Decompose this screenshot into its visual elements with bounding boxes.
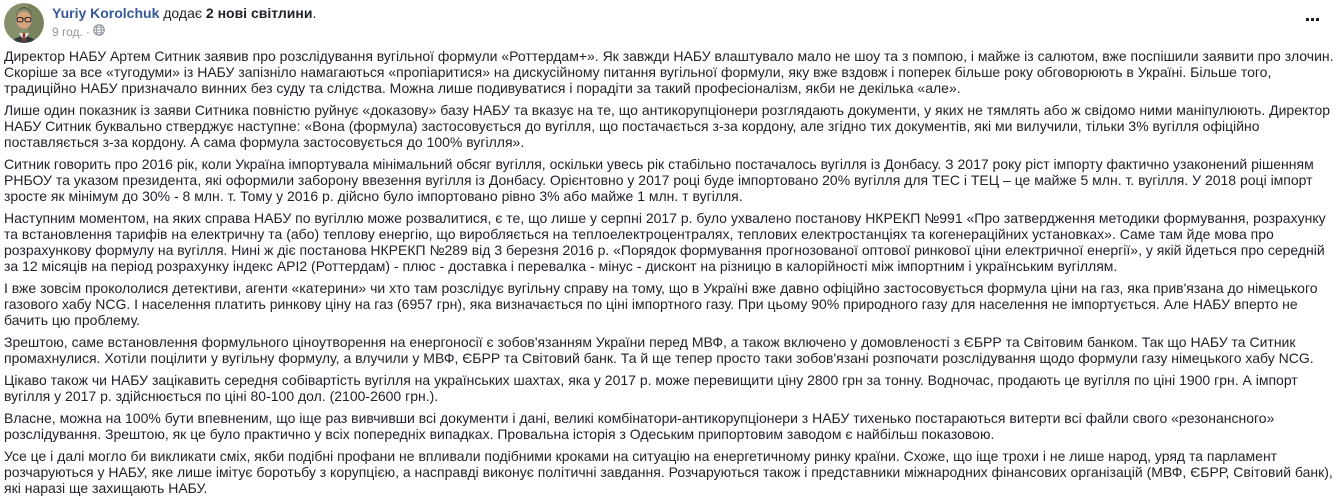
post-paragraph: Цікаво також чи НАБУ зацікавить середня собівартість вугілля на українських шахтах, яка у 2017 р. може перевищити ціну 2800 грн за тонну. Водночас, продають це вугілля по ціні 1900 грн. А імпорт вугілля у 2017 р. здійснюється по ціні 80-100 дол. (2100-2600 грн.).: [4, 372, 1298, 404]
post-meta: [52, 23, 316, 40]
post-menu-button[interactable]: [1295, 11, 1319, 27]
globe-icon: [93, 24, 105, 40]
post-header: [4, 3, 1335, 43]
post-paragraph: Директор НАБУ Артем Ситник заявив про розслідування вугільної формули «Роттердам+». Як завжди НАБУ влаштувало мало не шоу та з помпою, і майже із салютом, вже поспішили заявити про злочин. Скоріше за все «тугодуми» із НАБУ запізніло намагаються «пропіаритися» на дискусійному питання вугільної формули, яку вже вздовж і поперек більше року обговорюють в Україні. Більше того, традиційно НАБУ призначало винних без суду та слідства. Можна лише подивуватися і порадіти за такий професіоналізм, якби не декілька «але».: [4, 48, 1334, 96]
post-paragraph: Зрештою, саме встановлення формульного ціноутворення на енергоносії є зобов'язанням України перед МВФ, а також включено у домовленості з ЄБРР та Світовим банком. Так що НАБУ та Ситник промахнулися. Хотіли поцілити у вугільну формулу, а влучили у МВФ, ЄБРР та Світовий банк. Та й ще тепер просто таки зобов'язані розпочати розслідування щодо формули газу німецького хабу NCG.: [4, 334, 1314, 366]
story-object-link[interactable]: 2 нові світлини: [205, 5, 313, 21]
ellipsis-icon: [1306, 18, 1319, 21]
header-text: [52, 3, 316, 40]
story-headline: [52, 4, 316, 23]
post-body: [4, 48, 1335, 496]
post-paragraph: Усе це і далі могло би викликати сміх, якби подібні профани не впливали подібними кроками на ситуацію на енергетичному ринку країни. Схоже, що іще трохи і не лише народ, уряд та парламент розчаруються у НАБУ, яке лише імітує боротьбу з корупцією, а насправді виконує політичні завдання. Розчаруються також і представники міжнародних фінансових організацій (МВФ, ЄБРР, Світовий банк), які наразі ще захищають НАБУ.: [4, 448, 1333, 496]
post-paragraph: Власне, можна на 100% бути впевненим, що іще раз вивчивши всі документи і дані, великі комбінатори-антикорупціонери з НАБУ тихенько постараються витерти всі файли свого «резонансного» розслідування. Зрештою, як це було практично у всіх попередніх випадках. Провальна історія з Одеським припортовим заводом є найбільш показовою.: [4, 410, 1275, 442]
author-link[interactable]: Yuriy Korolchuk: [52, 5, 160, 21]
post-paragraph: Лише один показник із заяви Ситника повністю руйнує «доказову» базу НАБУ та вказує на те, що антикорупціонери розглядають документи, у яких не тямлять або ж свідомо ними маніпулюють. Директор НАБУ Ситник буквально стверджує наступне: «Вона (формула) застосовується до вугілля, що постачається з-за кордону, але згідно тих документів, які ми вилучили, тільки 3% вугілля офіційно поставляється з-за кордону. А сама формула застосовується до 100% вугілля».: [4, 102, 1331, 150]
story-period: .: [312, 5, 317, 21]
profile-photo-icon: [4, 3, 44, 43]
meta-separator: ·: [85, 24, 90, 39]
post-paragraph: І вже зовсім прокололися детективи, агенти «катерини» чи хто там розслідує вугільну справу на тому, що в Україні вже давно офіційно застосовується формула ціни на газ, яка прив'язана до німецького газового хабу NCG. І населення платить ринкову ціну на газ (6957 грн), яка визначається по ціні імпортного газу. При цьому 90% природного газу для населення не імпортується. Але НАБУ вперто не бачить цю проблему.: [4, 280, 1318, 328]
timestamp-link[interactable]: 9 год.: [52, 24, 83, 39]
story-action-text: додає: [163, 5, 202, 21]
post-paragraph: Наступним моментом, на яких справа НАБУ по вугіллю може розвалитися, є те, що лише у серпні 2017 р. було ухвалено постанову НКРЕКП №991 «Про затвердження методики формування, розрахунку та встановлення тарифів на електричну та (або) теплову енергію, що виробляється на теплоелектроцентралях, теплових електростанціях та когенераційних установках». Саме там йде мова про розрахункову формулу на вугілля. Нині ж діє постанова НКРЕКП №289 від 3 березня 2016 р. «Порядок формування прогнозованої оптової ринкової ціни електричної енергії», у якій йдеться про середній за 12 місяців на період розрахунку індекс API2 (Роттердам) - плюс - доставка і перевалка - мінус - дисконт на різницю в калорійності між імпортним і українським вугіллям.: [4, 210, 1326, 274]
post-paragraph: Ситник говорить про 2016 рік, коли Україна імпортувала мінімальний обсяг вугілля, оскільки увесь рік стабільно постачалось вугілля із Донбасу. З 2017 року ріст імпорту фактично узаконений рішенням РНБОУ та указом президента, які оформили заборону ввезення вугілля із Донбасу. Орієнтовно у 2017 році буде імпортовано 20% вугілля для ТЕС і ТЕЦ – це майже 5 млн. т. вугілля. У 2018 році імпорт зросте як мінімум до 30% - 8 млн. т. Тому у 2016 р. дійсно було імпортовано рівно 3% або майже 1 млн. т вугілля.: [4, 156, 1314, 204]
avatar[interactable]: [4, 3, 44, 43]
